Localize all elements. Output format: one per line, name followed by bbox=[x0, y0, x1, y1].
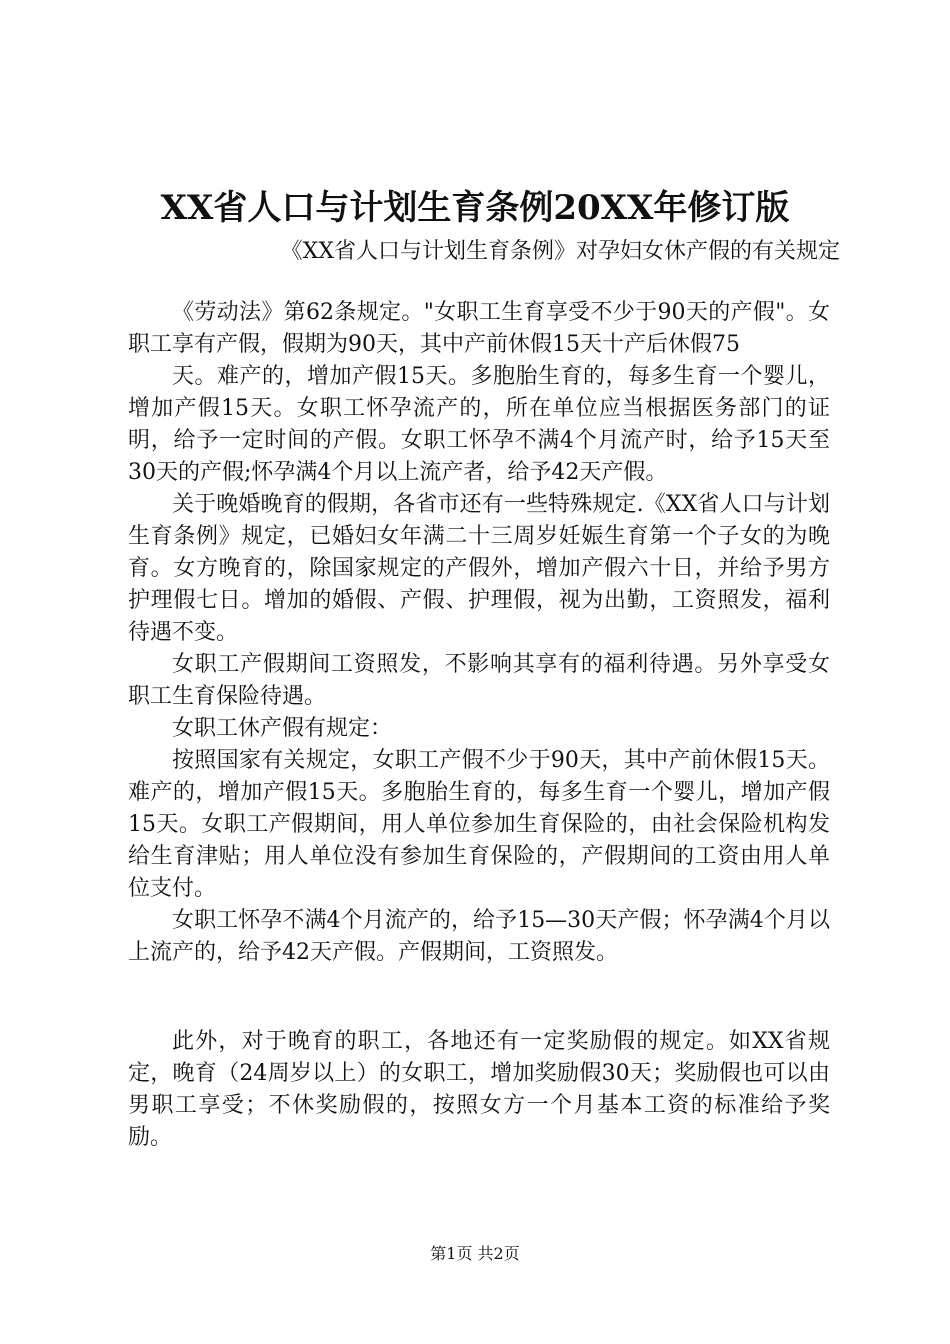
document-closing bbox=[128, 1026, 830, 1154]
document-title: XX省人口与计划生育条例20XX年修订版 bbox=[160, 188, 790, 228]
paragraph: 女职工休产假有规定： bbox=[172, 716, 393, 741]
document-body bbox=[128, 297, 830, 969]
paragraph: 此外，对于晚育的职工，各地还有一定奖励假的规定。如XX省规定，晚育（24周岁以上）的女职工，增加奖励假30天；奖励假也可以由男职工享受；不休奖励假的，按照女方一个月基本工资的标准给予奖励。 bbox=[128, 1029, 830, 1150]
page-footer: 第1页 共2页 bbox=[430, 1244, 520, 1263]
paragraph: 女职工产假期间工资照发，不影响其享有的福利待遇。另外享受女职工生育保险待遇。 bbox=[128, 652, 830, 709]
paragraph: 天。难产的，增加产假15天。多胞胎生育的，每多生育一个婴儿，增加产假15天。女职工怀孕流产的，所在单位应当根据医务部门的证明，给予一定时间的产假。女职工怀孕不满4个月流产时，给予15天至30天的产假;怀孕满4个月以上流产者，给予42天产假。 bbox=[128, 364, 830, 485]
document-subtitle: 《XX省人口与计划生育条例》对孕妇女休产假的有关规定 bbox=[280, 239, 840, 264]
paragraph: 关于晚婚晚育的假期，各省市还有一些特殊规定.《XX省人口与计划生育条例》规定，已婚妇女年满二十三周岁妊娠生育第一个子女的为晚育。女方晚育的，除国家规定的产假外，增加产假六十日，并给予男方护理假七日。增加的婚假、产假、护理假，视为出勤，工资照发，福利待遇不变。 bbox=[128, 492, 830, 645]
paragraph: 按照国家有关规定，女职工产假不少于90天，其中产前休假15天。难产的，增加产假15天。多胞胎生育的，每多生育一个婴儿，增加产假15天。女职工产假期间，用人单位参加生育保险的，由社会保险机构发给生育津贴；用人单位没有参加生育保险的，产假期间的工资由用人单位支付。 bbox=[128, 748, 830, 901]
paragraph: 女职工怀孕不满4个月流产的，给予15—30天产假；怀孕满4个月以上流产的，给予42天产假。产假期间，工资照发。 bbox=[128, 908, 830, 965]
paragraph: 《劳动法》第62条规定。"女职工生育享受不少于90天的产假"。女职工享有产假，假期为90天，其中产前休假15天十产后休假75 bbox=[128, 300, 830, 357]
